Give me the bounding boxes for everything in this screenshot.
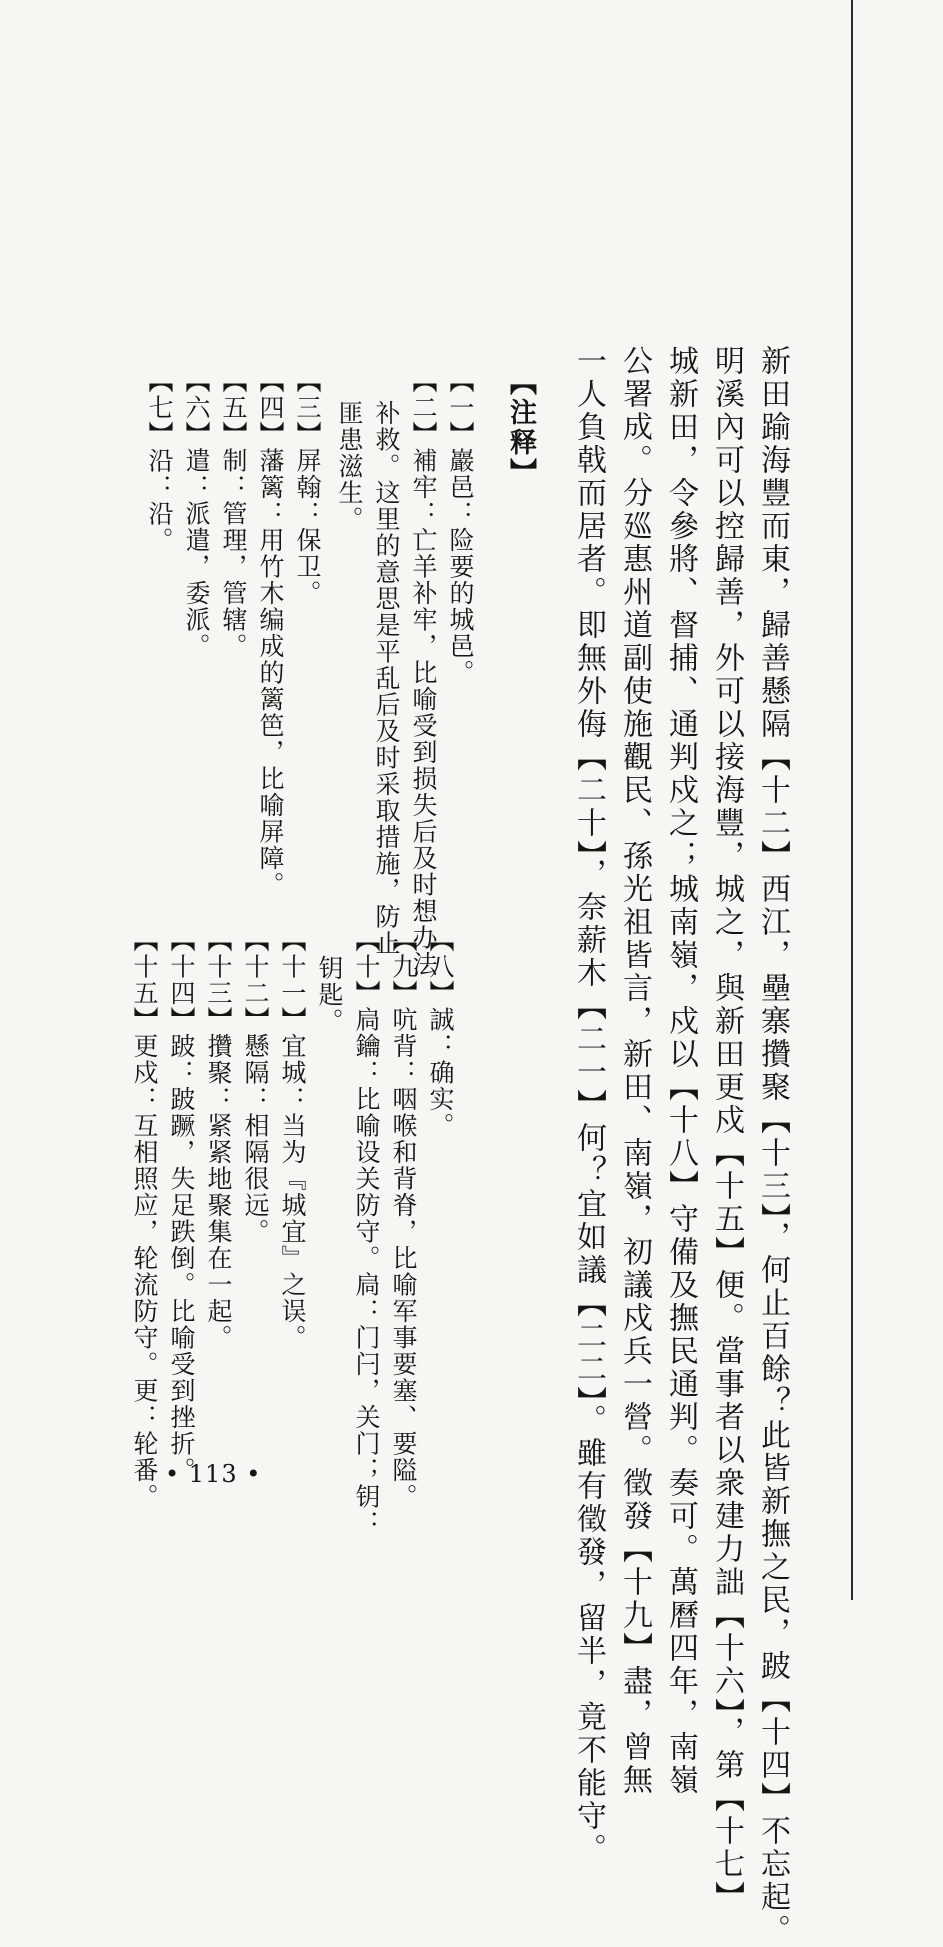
note-11: 【十一】宜城：当为『城宜』之误。	[278, 927, 307, 1351]
note-2-cont-2: 匪患滋生。	[335, 400, 364, 533]
note-9: 【九】吭背：咽喉和背脊，比喻军事要塞、要隘。	[389, 927, 418, 1510]
note-1: 【一】巖邑：险要的城邑。	[446, 368, 475, 686]
main-text-column-4: 公署成。分廵惠州道副使施觀民、孫光祖皆言，新田、南嶺，初議戍兵一營。徵發【十九】盡，曾無	[617, 345, 652, 1797]
note-5: 【五】制：管理，管辖。	[219, 368, 248, 660]
note-14: 【十四】跛：跛蹶，失足跌倒。比喻受到挫折。	[167, 927, 196, 1484]
notes-heading: 【注释】	[505, 368, 536, 488]
note-8: 【八】誠：确实。	[426, 927, 455, 1139]
note-2: 【二】補牢：亡羊补牢，比喻受到损失后及时想办法	[409, 368, 438, 978]
main-text-column-2: 明溪內可以控歸善，外可以接海豐，城之，與新田更戍【十五】便。當事者以衆建力詘【十六】，第【十七】	[709, 345, 744, 1914]
note-13: 【十三】攢聚：紧紧地聚集在一起。	[204, 927, 233, 1351]
note-15: 【十五】更戍：互相照应，轮流防守。更：轮番。	[130, 927, 159, 1510]
note-3: 【三】屏翰：保卫。	[293, 368, 322, 607]
main-text-column-1: 新田踰海豐而東，歸善懸隔【十二】西江，壘寨攢聚【十三】，何止百餘？此皆新撫之民，跛【十四】不忘起。	[755, 345, 790, 1947]
note-6: 【六】遣：派遣，委派。	[182, 368, 211, 660]
page-edge-rule	[851, 0, 853, 1600]
note-10-cont: 钥匙。	[315, 955, 344, 1035]
note-4: 【四】藩篱：用竹木编成的篱笆，比喻屏障。	[256, 368, 285, 898]
main-text-column-5: 一人負戟而居者。即無外侮【二十】，奈薪木【二一】何？宜如議【二二】。雖有徵發，留半，竟不能守。	[571, 345, 606, 1866]
page-number: • 113 •	[165, 1460, 262, 1488]
main-text-column-3: 城新田，令參將、督捕、通判戍之；城南嶺，戍以【十八】守備及撫民通判。奏可。萬曆四年，南嶺	[663, 345, 698, 1797]
note-7: 【七】沿：沿。	[145, 368, 174, 554]
note-12: 【十二】懸隔：相隔很远。	[241, 927, 270, 1245]
note-2-cont-1: 补救。这里的意思是平乱后及时采取措施，防止	[372, 400, 401, 957]
note-10: 【十】扃鑰：比喻设关防守。扃：门闩，关门；钥：	[352, 927, 381, 1537]
